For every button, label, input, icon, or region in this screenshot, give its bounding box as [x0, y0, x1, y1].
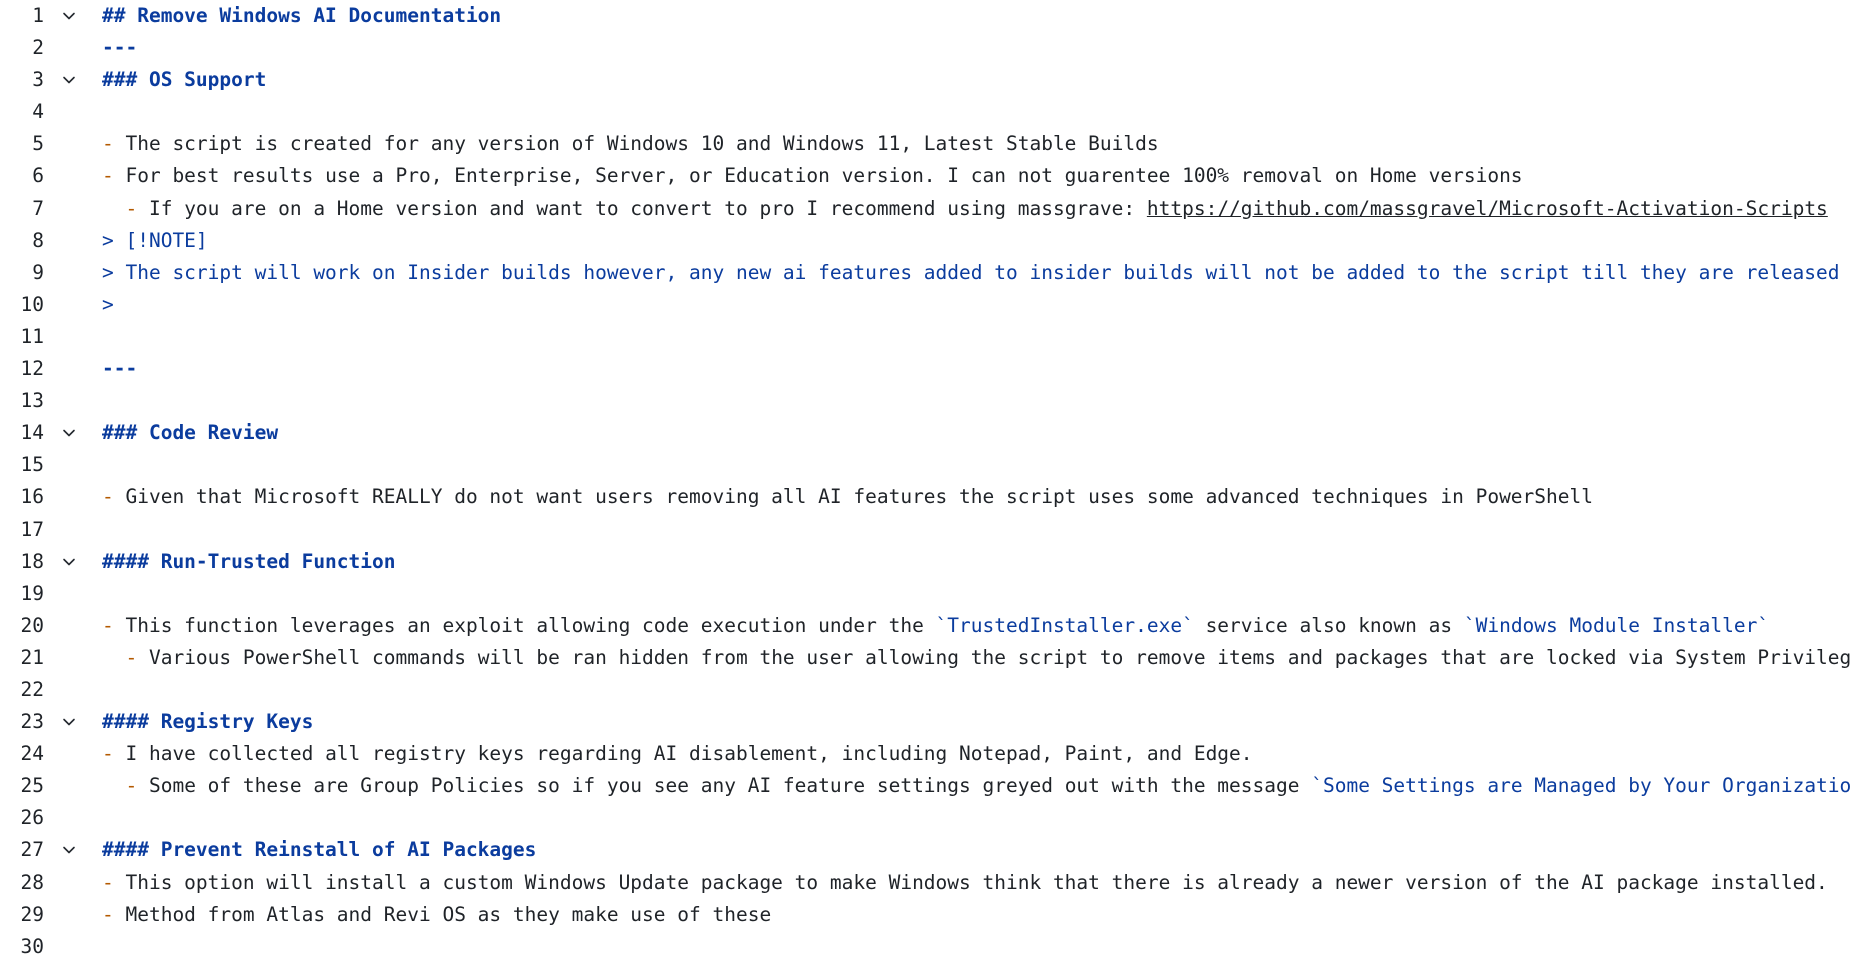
line-content	[102, 225, 208, 257]
editor-line[interactable]	[0, 834, 1850, 866]
list-bullet-marker: -	[102, 902, 126, 926]
line-content	[102, 738, 1253, 770]
markdown-heading: #### Prevent Reinstall of AI Packages	[102, 838, 537, 862]
line-number: 2	[32, 36, 44, 60]
text-segment: Various PowerShell commands will be ran hidden from the user allowing the script to remove items and packages that are locked via System Privileg	[148, 645, 1851, 669]
list-bullet-marker: -	[125, 774, 149, 798]
line-number: 18	[20, 549, 44, 573]
text-segment: This function leverages an exploit allowing code execution under the	[125, 613, 936, 637]
editor-line[interactable]	[0, 674, 1850, 706]
text-segment	[102, 774, 125, 797]
editor-line[interactable]	[0, 578, 1850, 610]
editor-line[interactable]	[0, 321, 1850, 353]
editor-line[interactable]	[0, 225, 1850, 257]
markdown-heading: #### Registry Keys	[102, 710, 314, 734]
fold-chevron-down-icon[interactable]	[62, 555, 76, 569]
fold-chevron-down-icon[interactable]	[62, 843, 76, 857]
editor-line[interactable]	[0, 193, 1850, 225]
line-number: 6	[32, 164, 44, 188]
blockquote-text: >	[102, 292, 114, 316]
markdown-heading: ### OS Support	[102, 68, 267, 92]
editor-line[interactable]	[0, 385, 1850, 417]
editor-line[interactable]	[0, 449, 1850, 481]
editor-line[interactable]	[0, 64, 1850, 96]
line-number: 9	[32, 260, 44, 284]
list-bullet-marker: -	[102, 132, 126, 156]
hyperlink[interactable]: https://github.com/massgravel/Microsoft-Activation-Scripts	[1146, 196, 1828, 220]
list-bullet-marker: -	[102, 870, 126, 894]
editor-line[interactable]	[0, 899, 1850, 931]
line-content	[102, 193, 1828, 225]
text-segment: service also known as	[1193, 613, 1464, 637]
editor-line[interactable]	[0, 706, 1850, 738]
editor-line[interactable]	[0, 257, 1850, 289]
list-bullet-marker: -	[102, 164, 126, 188]
line-number: 19	[20, 581, 44, 605]
editor-line[interactable]	[0, 931, 1850, 963]
markdown-heading: ### Code Review	[102, 421, 279, 445]
line-number: 26	[20, 806, 44, 830]
text-segment: Given that Microsoft REALLY do not want users removing all AI features the script uses some advanced techniques in PowerShell	[125, 485, 1593, 509]
line-number: 28	[20, 870, 44, 894]
text-segment: Method from Atlas and Revi OS as they make use of these	[125, 902, 772, 926]
line-content	[102, 257, 1840, 289]
line-content	[102, 770, 1851, 802]
editor-line[interactable]	[0, 546, 1850, 578]
list-bullet-marker: -	[125, 645, 149, 669]
editor-line[interactable]	[0, 770, 1850, 802]
line-number: 21	[20, 645, 44, 669]
text-segment: If you are on a Home version and want to convert to pro I recommend using massgrave:	[148, 196, 1147, 220]
line-number: 7	[32, 196, 44, 220]
editor-line[interactable]	[0, 642, 1850, 674]
text-segment: This option will install a custom Windows Update package to make Windows think that there is already a newer version of the AI package installed.	[125, 870, 1828, 894]
line-number: 30	[20, 934, 44, 958]
line-content	[102, 481, 1593, 513]
line-number: 4	[32, 100, 44, 124]
line-content	[102, 353, 137, 385]
line-content	[102, 64, 266, 96]
editor-line[interactable]	[0, 867, 1850, 899]
editor-line[interactable]	[0, 0, 1850, 32]
line-number: 1	[32, 4, 44, 27]
text-segment	[102, 646, 125, 669]
line-content	[102, 899, 771, 931]
editor-line[interactable]	[0, 802, 1850, 834]
text-segment: The script is created for any version of Windows 10 and Windows 11, Latest Stable Builds	[125, 132, 1159, 156]
editor-line[interactable]	[0, 514, 1850, 546]
line-content	[102, 128, 1159, 160]
list-bullet-marker: -	[125, 196, 149, 220]
line-number: 8	[32, 228, 44, 252]
line-number: 24	[20, 742, 44, 766]
line-number: 16	[20, 485, 44, 509]
line-content	[102, 0, 501, 32]
line-number: 17	[20, 517, 44, 541]
line-number: 11	[20, 324, 44, 348]
editor-line[interactable]	[0, 353, 1850, 385]
line-content	[102, 706, 313, 738]
line-number: 23	[20, 710, 44, 734]
inline-code: `TrustedInstaller.exe`	[935, 613, 1194, 637]
blockquote-text: > The script will work on Insider builds however, any new ai features added to insider builds will not be added to the script till they are released	[102, 260, 1840, 284]
horizontal-rule-marker: ---	[102, 357, 138, 381]
fold-chevron-down-icon[interactable]	[62, 715, 76, 729]
text-segment: Some of these are Group Policies so if you see any AI feature settings greyed out with the message	[148, 774, 1312, 798]
line-number: 12	[20, 357, 44, 381]
line-content	[102, 32, 137, 64]
editor-line[interactable]	[0, 610, 1850, 642]
editor-line[interactable]	[0, 32, 1850, 64]
text-segment: I have collected all registry keys regarding AI disablement, including Notepad, Paint, and Edge.	[125, 742, 1253, 766]
fold-chevron-down-icon[interactable]	[62, 426, 76, 440]
blockquote-text: > [!NOTE]	[102, 228, 208, 252]
markdown-heading: #### Run-Trusted Function	[102, 549, 396, 573]
fold-chevron-down-icon[interactable]	[62, 9, 76, 23]
line-number: 10	[20, 292, 44, 316]
line-number: 13	[20, 389, 44, 413]
editor-line[interactable]	[0, 96, 1850, 128]
inline-code: `Some Settings are Managed by Your Organizatio	[1311, 774, 1851, 798]
editor-line[interactable]	[0, 417, 1850, 449]
list-bullet-marker: -	[102, 485, 126, 509]
line-content	[102, 834, 536, 866]
line-content	[102, 867, 1828, 899]
line-number: 27	[20, 838, 44, 862]
editor-line[interactable]	[0, 289, 1850, 321]
line-number: 3	[32, 68, 44, 92]
text-segment: For best results use a Pro, Enterprise, Server, or Education version. I can not guarentee 100% removal on Home versions	[125, 164, 1523, 188]
line-number: 29	[20, 902, 44, 926]
inline-code: `Windows Module Installer`	[1463, 613, 1770, 637]
horizontal-rule-marker: ---	[102, 36, 138, 60]
editor-line[interactable]	[0, 481, 1850, 513]
line-number: 5	[32, 132, 44, 156]
list-bullet-marker: -	[102, 742, 126, 766]
editor-line[interactable]	[0, 128, 1850, 160]
line-content	[102, 160, 1523, 192]
line-content	[102, 610, 1769, 642]
line-number: 25	[20, 774, 44, 798]
line-content	[102, 546, 396, 578]
line-content	[102, 289, 114, 321]
line-content	[102, 417, 278, 449]
list-bullet-marker: -	[102, 613, 126, 637]
text-segment	[102, 197, 125, 220]
line-number: 14	[20, 421, 44, 445]
line-number: 15	[20, 453, 44, 477]
line-number: 20	[20, 613, 44, 637]
editor-line[interactable]	[0, 738, 1850, 770]
markdown-heading: ## Remove Windows AI Documentation	[102, 4, 502, 27]
fold-chevron-down-icon[interactable]	[62, 73, 76, 87]
line-content	[102, 642, 1851, 674]
editor-line[interactable]	[0, 160, 1850, 192]
line-number: 22	[20, 677, 44, 701]
